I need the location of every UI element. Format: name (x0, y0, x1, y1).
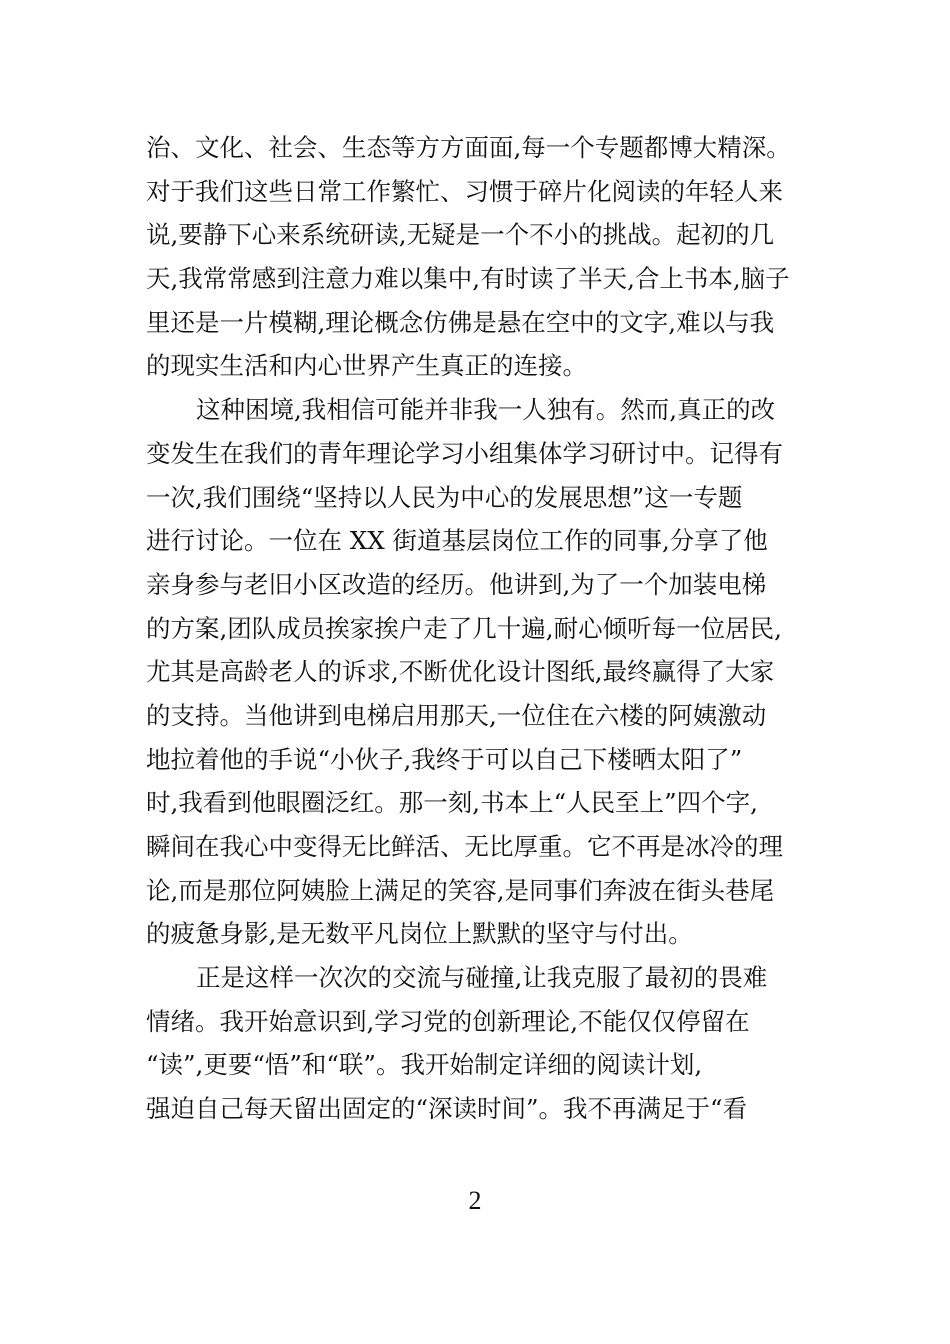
text-line: 治、文化、社会、生态等方方面面,每一个专题都博大精深。 (146, 133, 791, 162)
text-line: 变发生在我们的青年理论学习小组集体学习研讨中。记得有 (146, 438, 783, 468)
text-line: 地拉着他的手说“小伙子,我终于可以自己下楼晒太阳了” (146, 744, 743, 774)
text-line: 说,要静下心来系统研读,无疑是一个不小的挑战。起初的几 (146, 220, 775, 250)
body-text (146, 126, 836, 1131)
text-line: 强迫自己每天留出固定的“深读时间”。我不再满足于“看 (146, 1094, 748, 1124)
paragraph-first-line: 正是这样一次次的交流与碰撞,让我克服了最初的畏难 (196, 963, 768, 993)
text-line: 天,我常常感到注意力难以集中,有时读了半天,合上书本,脑子 (146, 264, 790, 294)
text-line: 的支持。当他讲到电梯启用那天,一位住在六楼的阿姨激动 (146, 700, 767, 730)
paragraph-first-line: 这种困境,我相信可能并非我一人独有。然而,真正的改 (196, 395, 776, 425)
text-line: 情绪。我开始意识到,学习党的创新理论,不能仅仅停留在 (146, 1006, 750, 1036)
text-line: 一次,我们围绕“坚持以人民为中心的发展思想”这一专题 (146, 482, 743, 512)
text-line: 尤其是高龄老人的诉求,不断优化设计图纸,最终赢得了大家 (146, 657, 775, 687)
text-line: 亲身参与老旧小区改造的经历。他讲到,为了一个加装电梯 (146, 569, 767, 599)
text-line: 的现实生活和内心世界产生真正的连接。 (146, 351, 587, 381)
text-line: 的方案,团队成员挨家挨户走了几十遍,耐心倾听每一位居民, (146, 613, 782, 643)
text-line: “读”,更要“悟”和“联”。我开始制定详细的阅读计划, (146, 1050, 703, 1080)
text-line: 时,我看到他眼圈泛红。那一刻,书本上“人民至上”四个字, (146, 788, 758, 818)
text-line: 瞬间在我心中变得无比鲜活、无比厚重。它不再是冰冷的理 (146, 832, 783, 861)
text-line: 进行讨论。一位在 XX 街道基层岗位工作的同事,分享了他 (146, 526, 768, 556)
text-line: 里还是一片模糊,理论概念仿佛是悬在空中的文字,难以与我 (146, 307, 775, 337)
text-line: 论,而是那位阿姨脸上满足的笑容,是同事们奔波在街头巷尾 (146, 875, 775, 905)
text-line: 的疲惫身影,是无数平凡岗位上默默的坚守与付出。 (146, 919, 693, 949)
page-number: 2 (468, 1186, 482, 1215)
text-line: 对于我们这些日常工作繁忙、习惯于碎片化阅读的年轻人来 (146, 176, 783, 206)
